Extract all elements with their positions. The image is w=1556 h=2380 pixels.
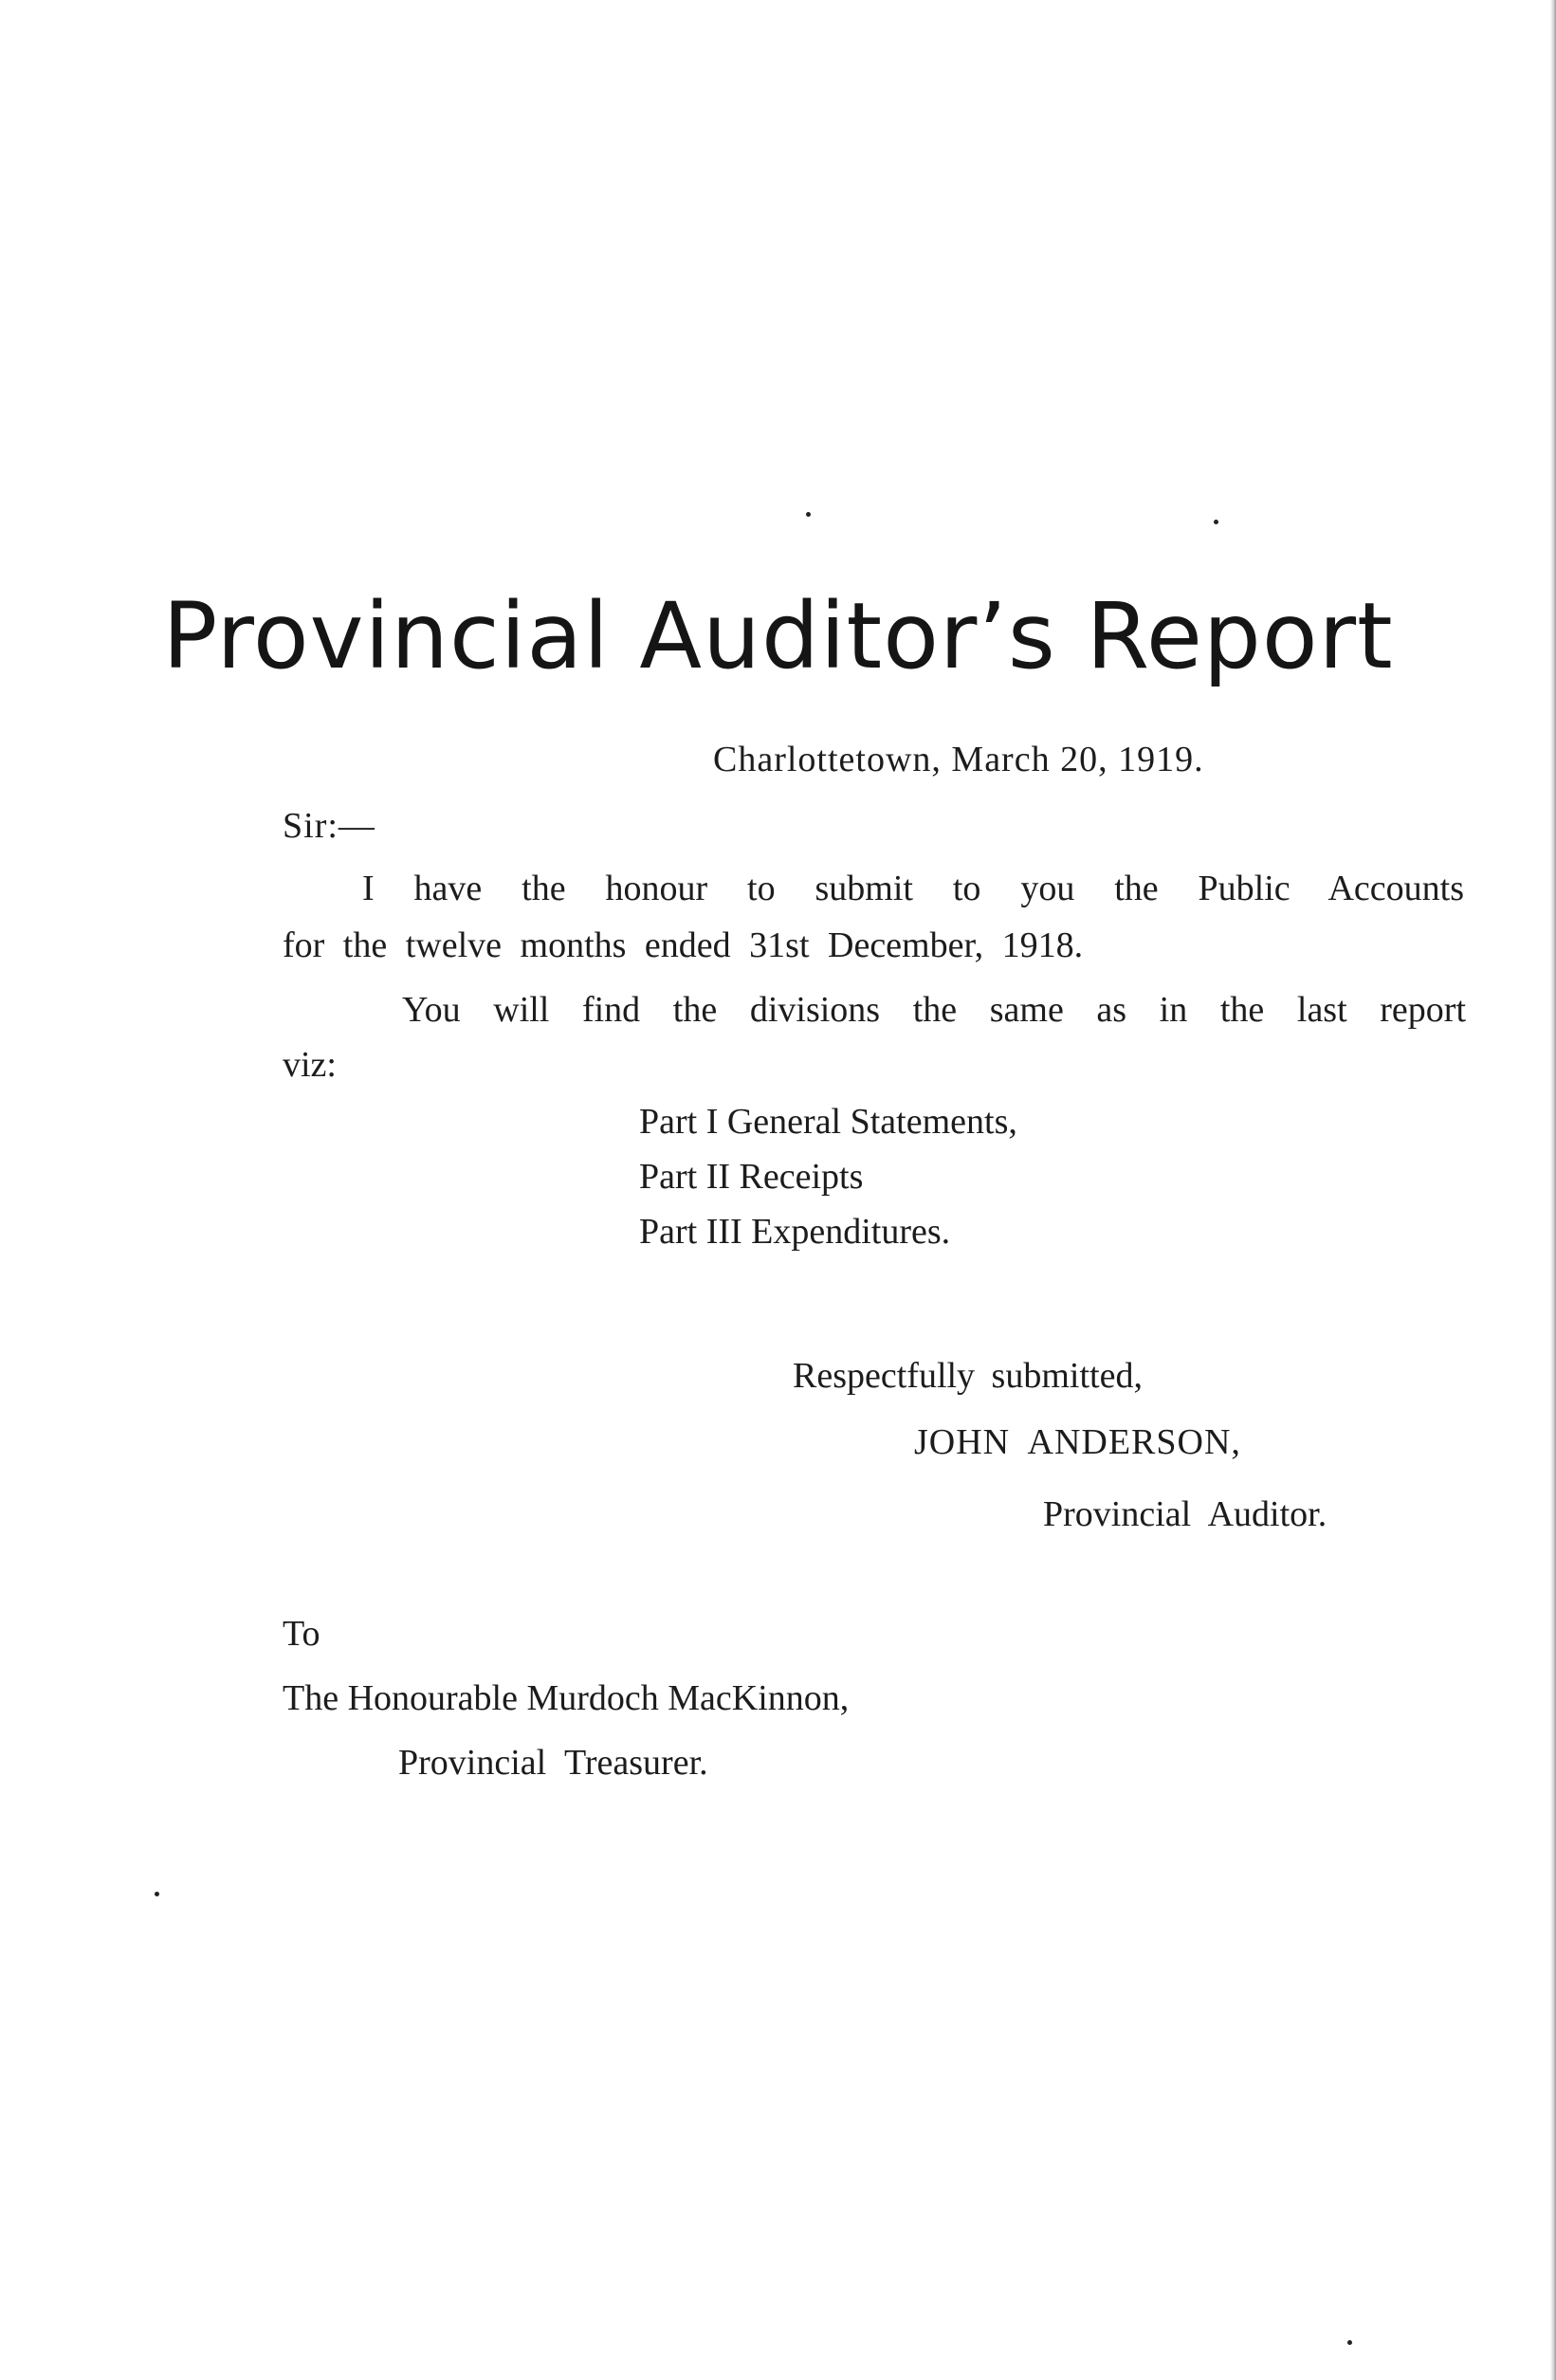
print-speck xyxy=(1214,520,1218,524)
salutation: Sir:— xyxy=(283,806,375,846)
body-paragraph-1-line-1: I have the honour to submit to you the Public Accounts xyxy=(362,869,1464,908)
print-speck xyxy=(1347,2340,1352,2345)
addressee-to-label: To xyxy=(283,1614,320,1654)
page-edge-shadow xyxy=(1550,0,1556,2380)
addressee-name: The Honourable Murdoch MacKinnon, xyxy=(283,1678,850,1718)
dateline: Charlottetown, March 20, 1919. xyxy=(713,740,1204,779)
body-paragraph-1-line-2: for the twelve months ended 31st December, 1918. xyxy=(283,925,1084,965)
division-item: Part I General Statements, xyxy=(639,1102,1017,1142)
body-paragraph-2-line-1: You will find the divisions the same as in the last report xyxy=(402,990,1466,1030)
complimentary-close: Respectfully submitted, xyxy=(793,1356,1143,1396)
print-speck xyxy=(155,1892,159,1896)
signatory-name: JOHN ANDERSON, xyxy=(914,1422,1241,1462)
addressee-title: Provincial Treasurer. xyxy=(398,1743,708,1783)
division-item: Part III Expenditures. xyxy=(639,1212,951,1252)
print-speck xyxy=(806,512,811,517)
signatory-title: Provincial Auditor. xyxy=(1043,1494,1327,1534)
body-paragraph-2-line-2: viz: xyxy=(283,1045,337,1085)
division-item: Part II Receipts xyxy=(639,1157,864,1197)
page-title: Provincial Auditor’s Report xyxy=(162,583,1394,689)
